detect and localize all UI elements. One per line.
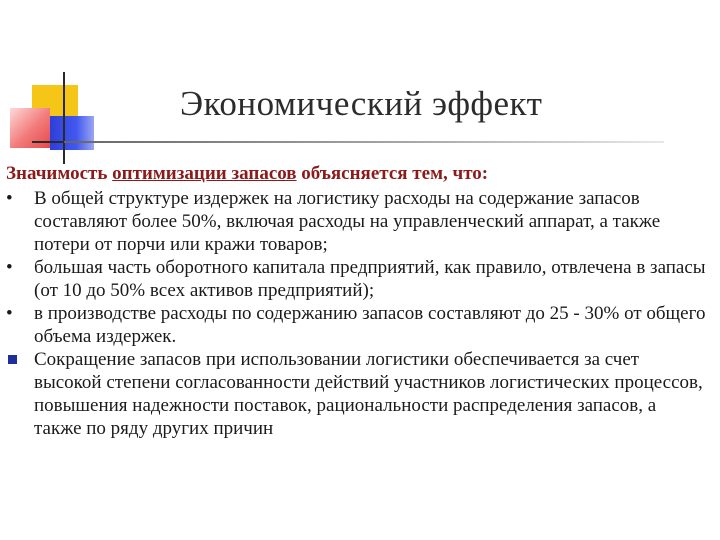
slide-body <box>6 162 706 440</box>
title-underline-rule <box>64 141 664 143</box>
list-item-text: В общей структуре издержек на логистику расходы на содержание запасов составляют более 50%, включая расходы на управленческий аппарат, а также потери от порчи или кражи товаров; <box>34 188 661 255</box>
square-bullet-icon <box>8 355 17 364</box>
list-item <box>6 302 706 348</box>
lead-part-2: объясняется тем, что: <box>296 163 489 184</box>
list-item <box>6 256 706 302</box>
lead-sentence <box>6 162 706 185</box>
list-item-text: Сокращение запасов при использовании логистики обеспечивается за счет высокой степени согласованности действий участников логистических процессов, повышения надежности поставок, рациональности распределения запасов, а также по ряду других причин <box>34 349 703 439</box>
decor-blue-rectangle <box>50 116 94 150</box>
slide-title: Экономический эффект <box>180 84 543 123</box>
list-item <box>6 187 706 256</box>
bullet-dot-icon: • <box>6 188 13 209</box>
list-item <box>6 348 706 440</box>
bullet-dot-icon: • <box>6 303 13 324</box>
list-item-text: большая часть оборотного капитала предприятий, как правило, отвлечена в запасы (от 10 до 50% всех активов предприятий); <box>34 257 706 301</box>
lead-underlined-phrase: оптимизации запасов <box>112 163 297 184</box>
bullet-dot-icon: • <box>6 257 13 278</box>
list-item-text: в производстве расходы по содержанию запасов составляют до 25 - 30% от общего объема издержек. <box>34 303 706 347</box>
lead-part-1: Значимость <box>6 163 113 184</box>
decor-vertical-line <box>63 72 65 164</box>
